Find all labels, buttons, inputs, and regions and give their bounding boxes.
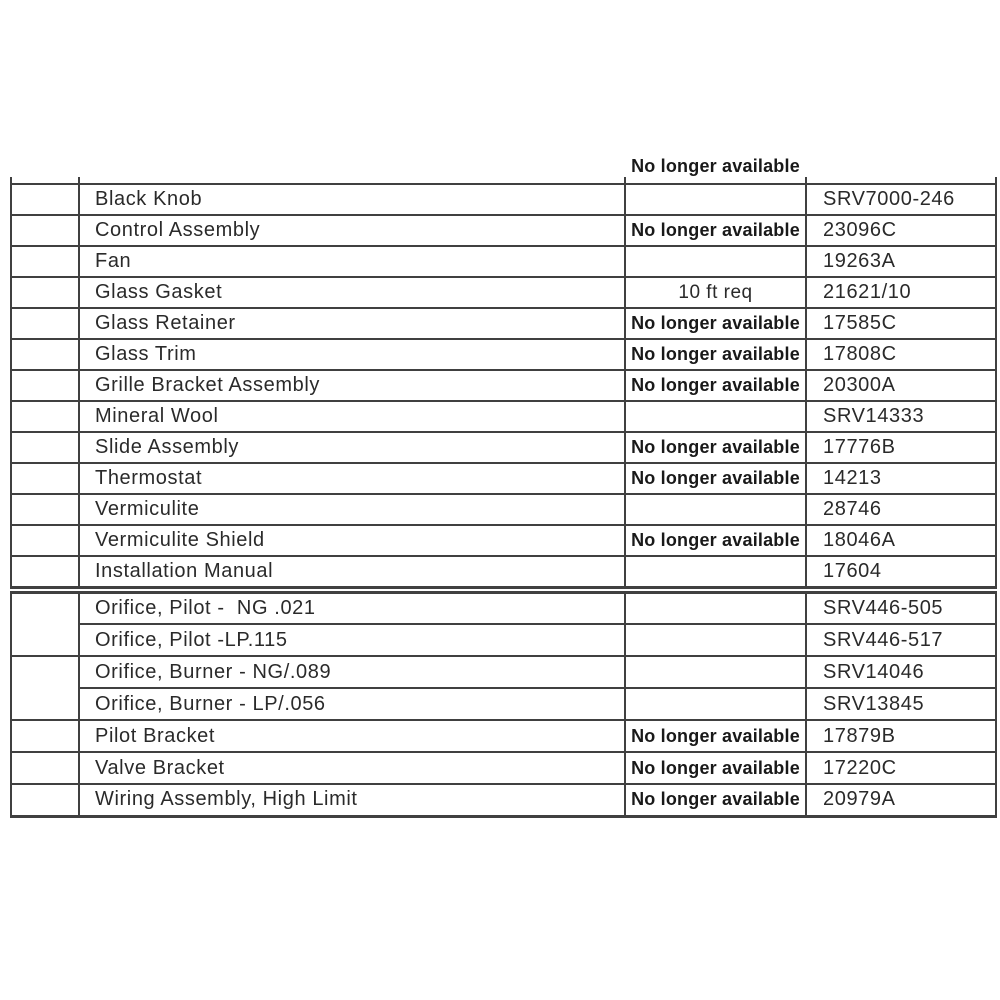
item-number-cell bbox=[11, 494, 79, 525]
item-number-cell bbox=[11, 246, 79, 277]
parts-table-section-1 bbox=[10, 177, 997, 589]
part-description-cell: Glass Trim bbox=[79, 339, 625, 370]
part-description-cell: Orifice, Pilot - NG .021 bbox=[79, 592, 625, 624]
availability-cell bbox=[625, 184, 806, 215]
table-row bbox=[11, 308, 996, 339]
item-number-cell bbox=[11, 556, 79, 587]
part-description-cell: Orifice, Burner - NG/.089 bbox=[79, 656, 625, 688]
availability-cell: No longer available bbox=[625, 370, 806, 401]
availability-cell bbox=[625, 624, 806, 656]
item-number-cell bbox=[11, 401, 79, 432]
part-number-cell: 28746 bbox=[806, 494, 996, 525]
table-row bbox=[11, 592, 996, 624]
part-number-cell bbox=[806, 177, 996, 184]
item-number-cell bbox=[11, 215, 79, 246]
availability-cell: No longer available bbox=[625, 308, 806, 339]
item-number-cell bbox=[11, 177, 79, 184]
item-number-cell bbox=[11, 308, 79, 339]
item-number-cell bbox=[11, 277, 79, 308]
availability-cell bbox=[625, 401, 806, 432]
item-number-cell bbox=[11, 720, 79, 752]
item-number-cell bbox=[11, 463, 79, 494]
part-number-cell: SRV14046 bbox=[806, 656, 996, 688]
table-row bbox=[11, 401, 996, 432]
part-number-cell: 17879B bbox=[806, 720, 996, 752]
part-description-cell: Control Assembly bbox=[79, 215, 625, 246]
availability-cell: No longer available bbox=[625, 752, 806, 784]
availability-cell bbox=[625, 688, 806, 720]
item-number-cell bbox=[11, 592, 79, 656]
part-number-cell: 20300A bbox=[806, 370, 996, 401]
part-description-cell bbox=[79, 177, 625, 184]
part-number-cell: 17808C bbox=[806, 339, 996, 370]
table-row bbox=[11, 215, 996, 246]
part-description-cell: Slide Assembly bbox=[79, 432, 625, 463]
table-row bbox=[11, 525, 996, 556]
table-row bbox=[11, 432, 996, 463]
item-number-cell bbox=[11, 752, 79, 784]
part-description-cell: Valve Bracket bbox=[79, 752, 625, 784]
part-number-cell: 17776B bbox=[806, 432, 996, 463]
table-row bbox=[11, 784, 996, 816]
item-number-cell bbox=[11, 370, 79, 401]
part-description-cell: Orifice, Burner - LP/.056 bbox=[79, 688, 625, 720]
part-number-cell: SRV14333 bbox=[806, 401, 996, 432]
part-description-cell: Vermiculite Shield bbox=[79, 525, 625, 556]
part-number-cell: 17585C bbox=[806, 308, 996, 339]
part-number-cell: 21621/10 bbox=[806, 277, 996, 308]
table-row bbox=[11, 656, 996, 688]
part-description-cell: Black Knob bbox=[79, 184, 625, 215]
part-description-cell: Orifice, Pilot -LP.115 bbox=[79, 624, 625, 656]
availability-cell bbox=[625, 656, 806, 688]
table-row bbox=[11, 339, 996, 370]
table-row bbox=[11, 370, 996, 401]
availability-cell: No longer available bbox=[625, 432, 806, 463]
part-number-cell: 20979A bbox=[806, 784, 996, 816]
availability-cell: No longer available bbox=[625, 215, 806, 246]
availability-cell bbox=[625, 592, 806, 624]
part-description-cell: Glass Retainer bbox=[79, 308, 625, 339]
table-row bbox=[11, 752, 996, 784]
part-number-cell: 19263A bbox=[806, 246, 996, 277]
part-description-cell: Installation Manual bbox=[79, 556, 625, 587]
parts-table bbox=[10, 177, 997, 818]
item-number-cell bbox=[11, 525, 79, 556]
part-number-cell: SRV13845 bbox=[806, 688, 996, 720]
part-number-cell: 17220C bbox=[806, 752, 996, 784]
table-row bbox=[11, 277, 996, 308]
part-description-cell: Wiring Assembly, High Limit bbox=[79, 784, 625, 816]
part-description-cell: Vermiculite bbox=[79, 494, 625, 525]
parts-table-section-2 bbox=[10, 591, 997, 818]
availability-cell: 10 ft req bbox=[625, 277, 806, 308]
part-number-cell: SRV446-517 bbox=[806, 624, 996, 656]
part-description-cell: Glass Gasket bbox=[79, 277, 625, 308]
availability-cell: No longer available bbox=[625, 784, 806, 816]
item-number-cell bbox=[11, 184, 79, 215]
table-row-stub bbox=[11, 177, 996, 184]
item-number-cell bbox=[11, 432, 79, 463]
table-row bbox=[11, 624, 996, 656]
part-number-cell: 14213 bbox=[806, 463, 996, 494]
availability-cell: No longer available bbox=[625, 339, 806, 370]
table-row bbox=[11, 494, 996, 525]
table-row bbox=[11, 688, 996, 720]
availability-cell bbox=[625, 246, 806, 277]
part-number-cell: SRV446-505 bbox=[806, 592, 996, 624]
part-number-cell: SRV7000-246 bbox=[806, 184, 996, 215]
part-number-cell: 18046A bbox=[806, 525, 996, 556]
part-description-cell: Mineral Wool bbox=[79, 401, 625, 432]
item-number-cell bbox=[11, 656, 79, 720]
part-number-cell: 23096C bbox=[806, 215, 996, 246]
part-description-cell: Fan bbox=[79, 246, 625, 277]
part-description-cell: Thermostat bbox=[79, 463, 625, 494]
table-row bbox=[11, 184, 996, 215]
item-number-cell bbox=[11, 784, 79, 816]
table-row bbox=[11, 720, 996, 752]
availability-cell: No longer available bbox=[625, 463, 806, 494]
table-row bbox=[11, 556, 996, 587]
part-number-cell: 17604 bbox=[806, 556, 996, 587]
availability-cell: No longer available bbox=[625, 525, 806, 556]
table-row bbox=[11, 463, 996, 494]
part-description-cell: Grille Bracket Assembly bbox=[79, 370, 625, 401]
item-number-cell bbox=[11, 339, 79, 370]
table-row bbox=[11, 246, 996, 277]
availability-cell bbox=[625, 556, 806, 587]
part-description-cell: Pilot Bracket bbox=[79, 720, 625, 752]
availability-cell bbox=[625, 177, 806, 184]
cutoff-availability-text: No longer available bbox=[631, 156, 800, 176]
availability-cell bbox=[625, 494, 806, 525]
availability-cell: No longer available bbox=[625, 720, 806, 752]
